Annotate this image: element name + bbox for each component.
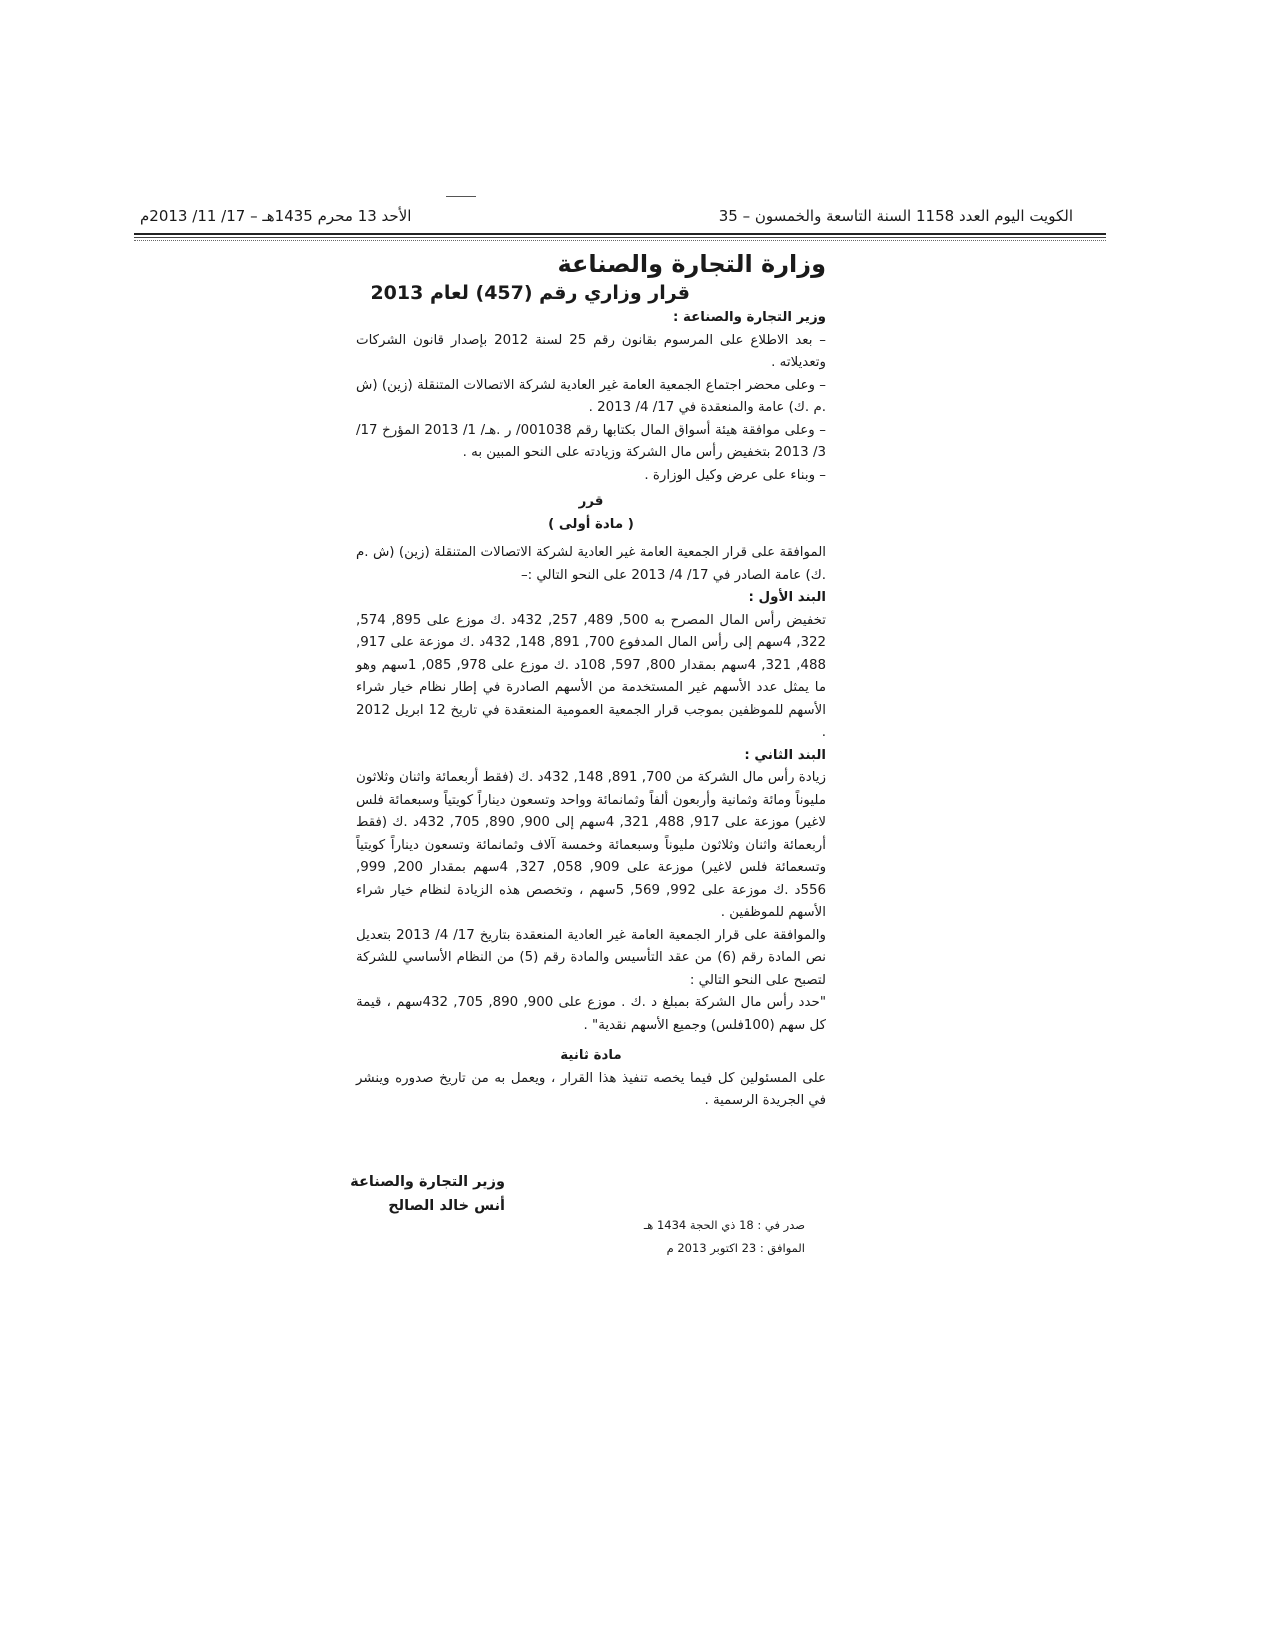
- issued-hijri: صدر في : 18 ذي الحجة 1434 هـ: [643, 1218, 805, 1232]
- preamble-item: – بعد الاطلاع على المرسوم بقانون رقم 25 لسنة 2012 بإصدار قانون الشركات وتعديلاته .: [356, 332, 827, 370]
- approval-text: والموافقة على قرار الجمعية العامة غير العادية المنعقدة بتاريخ 17/ 4/ 2013 بتعديل نص المادة رقم (6) من عقد التأسيس والمادة رقم (5) من النظام الأساسي للشركة لتصبح على النحو التالي :: [356, 927, 826, 988]
- capital-text: "حدد رأس مال الشركة بمبلغ د .ك . موزع على 900, 890, 705, 432سهم ، قيمة كل سهم (100فلس) وجميع الأسهم نقدية" .: [356, 995, 826, 1033]
- article1-intro: الموافقة على قرار الجمعية العامة غير العادية لشركة الاتصالات المتنقلة (زين) (ش .م .ك) عامة الصادر في 17/ 4/ 2013 على النحو التالي :–: [356, 545, 826, 583]
- clause1-text: تخفيض رأس المال المصرح به 500, 489, 257, 432د .ك موزع على 895, 574, 322, 4سهم إلى رأس المال المدفوع 700, 891, 148, 432د .ك موزعة على 917, 488, 321, 4سهم بمقدار 800, 597, 108د .ك موزع على 978, 085, 1سهم وهو ما يمثل عدد الأسهم غير المستخدمة من الأسهم الصادرة في إطار نظام خيار شراء الأسهم للموظفين بموجب قرار الجمعية العمومية المنعقدة في تاريخ 12 ابريل 2012 .: [356, 612, 827, 740]
- header-rule-dotted: [134, 240, 1106, 241]
- signature-name: أنس خالد الصالح: [388, 1198, 505, 1214]
- signature-block: [350, 1170, 505, 1218]
- preamble-item: – وعلى موافقة هيئة أسواق المال بكتابها رقم 001038/ ر .هـ/ 1/ 2013 المؤرخ 17/ 3/ 2013 بتخفيض رأس مال الشركة وزيادته على النحو المبين به .: [356, 422, 826, 460]
- clause1-title: البند الأول :: [748, 590, 826, 605]
- issued-gregorian: الموافق : 23 اكتوبر 2013 م: [666, 1241, 805, 1255]
- clause2-title: البند الثاني :: [744, 747, 826, 763]
- preamble-item: – وبناء على عرض وكيل الوزارة .: [644, 467, 826, 483]
- header-rule-thin: [134, 237, 1106, 238]
- signature-title: وزير التجارة والصناعة: [350, 1174, 505, 1190]
- decree-body: [356, 307, 826, 1113]
- header-issue-info: الكويت اليوم العدد 1158 السنة التاسعة والخمسون – 35: [718, 207, 1073, 225]
- header-date: الأحد 13 محرم 1435هـ – 17/ 11/ 2013م: [140, 207, 412, 225]
- header-rule: [134, 233, 1106, 235]
- article2-text: على المسئولين كل فيما يخصه تنفيذ هذا القرار ، ويعمل به من تاريخ صدوره وينشر في الجريدة الرسمية .: [356, 1070, 826, 1108]
- header-mark: [446, 196, 476, 197]
- article2-title: مادة ثانية: [560, 1048, 622, 1063]
- clause2-text: زيادة رأس مال الشركة من 700, 891, 148, 432د .ك (فقط أربعمائة واثنان وثلاثون مليوناً ومائة وثمانية وأربعون ألفاً وثمانمائة وواحد وتسعون ديناراً كويتياً وسبعمائة فلس لاغير) موزعة على 917, 488, 321, 4سهم إلى 900, 890, 705, 432د .ك (فقط أربعمائة واثنان وثلاثون مليوناً وسبعمائة وخمسة آلاف وثمانمائة وتسعون ديناراً كويتياً وتسعمائة فلس لاغير) موزعة على 909, 058, 327, 4سهم بمقدار 200, 999, 556د .ك موزعة على 992, 569, 5سهم ، وتخصص هذه الزيادة لنظام خيار شراء الأسهم للموظفين .: [356, 770, 827, 920]
- issue-dates: [644, 1214, 805, 1260]
- article1-title: ( مادة أولى ): [548, 516, 634, 532]
- preamble-item: – وعلى محضر اجتماع الجمعية العامة غير العادية لشركة الاتصالات المتنقلة (زين) (ش .م .ك) عامة والمنعقدة في 17/ 4/ 2013 .: [356, 377, 826, 415]
- minister-intro: وزير التجارة والصناعة :: [672, 310, 826, 325]
- ministry-title: وزارة التجارة والصناعة: [557, 250, 826, 278]
- decision-word: قرر: [578, 494, 604, 509]
- decree-title: قرار وزاري رقم (457) لعام 2013: [370, 282, 690, 304]
